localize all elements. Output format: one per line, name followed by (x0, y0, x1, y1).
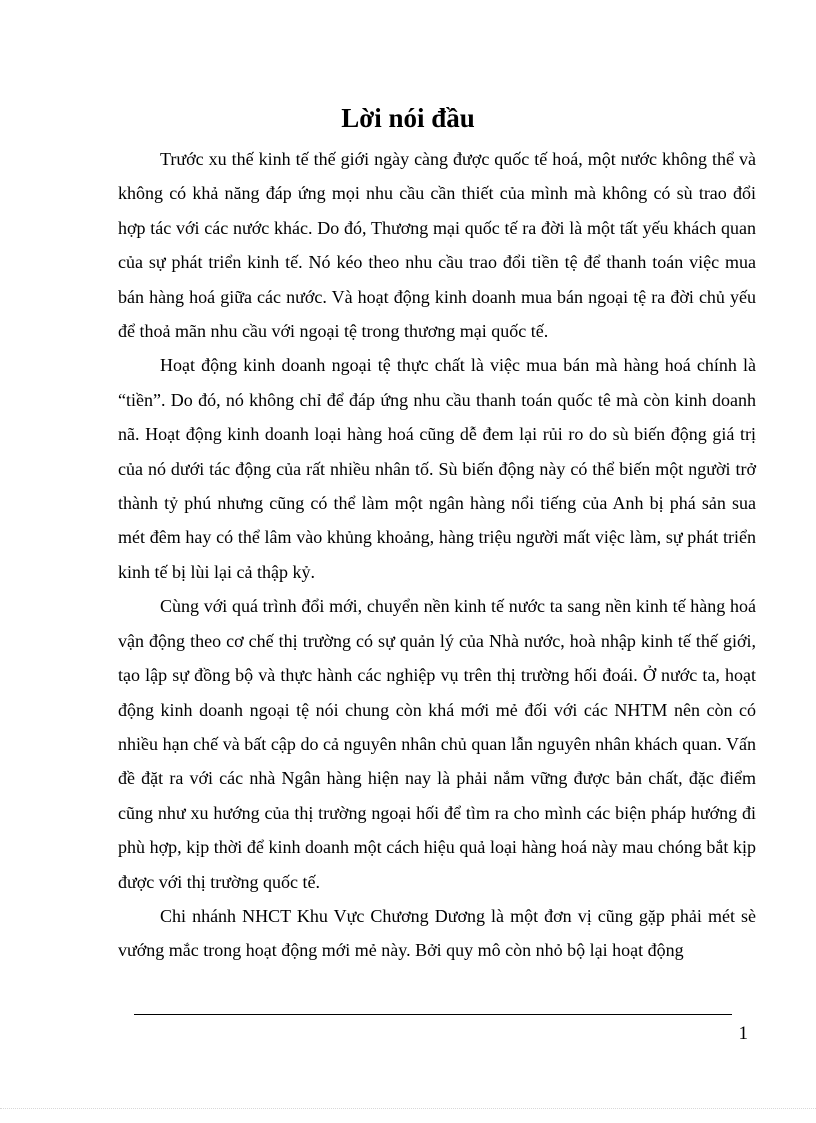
paragraph-1: Trước xu thế kinh tế thế giới ngày càng được quốc tế hoá, một nước không thể và không có khả năng đáp ứng mọi nhu cầu cần thiết của mình mà không có sù trao đổi hợp tác với các nước khác. Do đó, Thương mại quốc tế ra đời là một tất yếu khách quan của sự phát triển kinh tế. Nó kéo theo nhu cầu trao đổi tiền tệ để thanh toán việc mua bán hàng hoá giữa các nước. Và hoạt động kinh doanh mua bán ngoại tệ ra đời chủ yếu để thoả mãn nhu cầu với ngoại tệ trong thương mại quốc tế. (118, 149, 756, 342)
paragraph-2: Hoạt động kinh doanh ngoại tệ thực chất là việc mua bán mà hàng hoá chính là “tiền”. Do đó, nó không chỉ để đáp ứng nhu cầu thanh toán quốc tê mà còn kinh doanh nã. Hoạt động kinh doanh loại hàng hoá cũng dễ đem lại rủi ro do sù biến động giá trị của nó dưới tác động của rất nhiều nhân tố. Sù biến động này có thể biến một người trở thành tỷ phú nhưng cũng có thể làm một ngân hàng nổi tiếng của Anh bị phá sản sua mét đêm hay có thể lâm vào khủng khoảng, hàng triệu người mất việc làm, sự phát triển kinh tế bị lùi lại cả thập kỷ. (118, 355, 756, 582)
body-text (118, 142, 756, 968)
paragraph-3: Cùng với quá trình đổi mới, chuyển nền kinh tế nước ta sang nền kinh tế hàng hoá vận động theo cơ chế thị trường có sự quản lý của Nhà nước, hoà nhập kinh tế thế giới, tạo lập sự đồng bộ và thực hành các nghiệp vụ trên thị trường hối đoái. Ở nước ta, hoạt động kinh doanh ngoại tệ nói chung còn khá mới mẻ đối với các NHTM nên còn có nhiều hạn chế và bất cập do cả nguyên nhân chủ quan lẫn nguyên nhân khách quan. Vấn đề đặt ra với các nhà Ngân hàng hiện nay là phải nắm vững được bản chất, đặc điểm cũng như xu hướng của thị trường ngoại hối để tìm ra cho mình các biện pháp hướng đi phù hợp, kịp thời để kinh doanh một cách hiệu quả loại hàng hoá này mau chóng bắt kịp được với thị trường quốc tế. (118, 596, 756, 892)
footer-rule (134, 1014, 732, 1015)
paragraph-4: Chi nhánh NHCT Khu Vực Chương Dương là một đơn vị cũng gặp phải mét sè vướng mắc trong hoạt động mới mẻ này. Bởi quy mô còn nhỏ bộ lại hoạt động (118, 905, 756, 961)
page-number: 1 (738, 1023, 748, 1044)
page-title: Lời nói đầu (341, 103, 475, 133)
page-bottom-edge (0, 1108, 816, 1109)
